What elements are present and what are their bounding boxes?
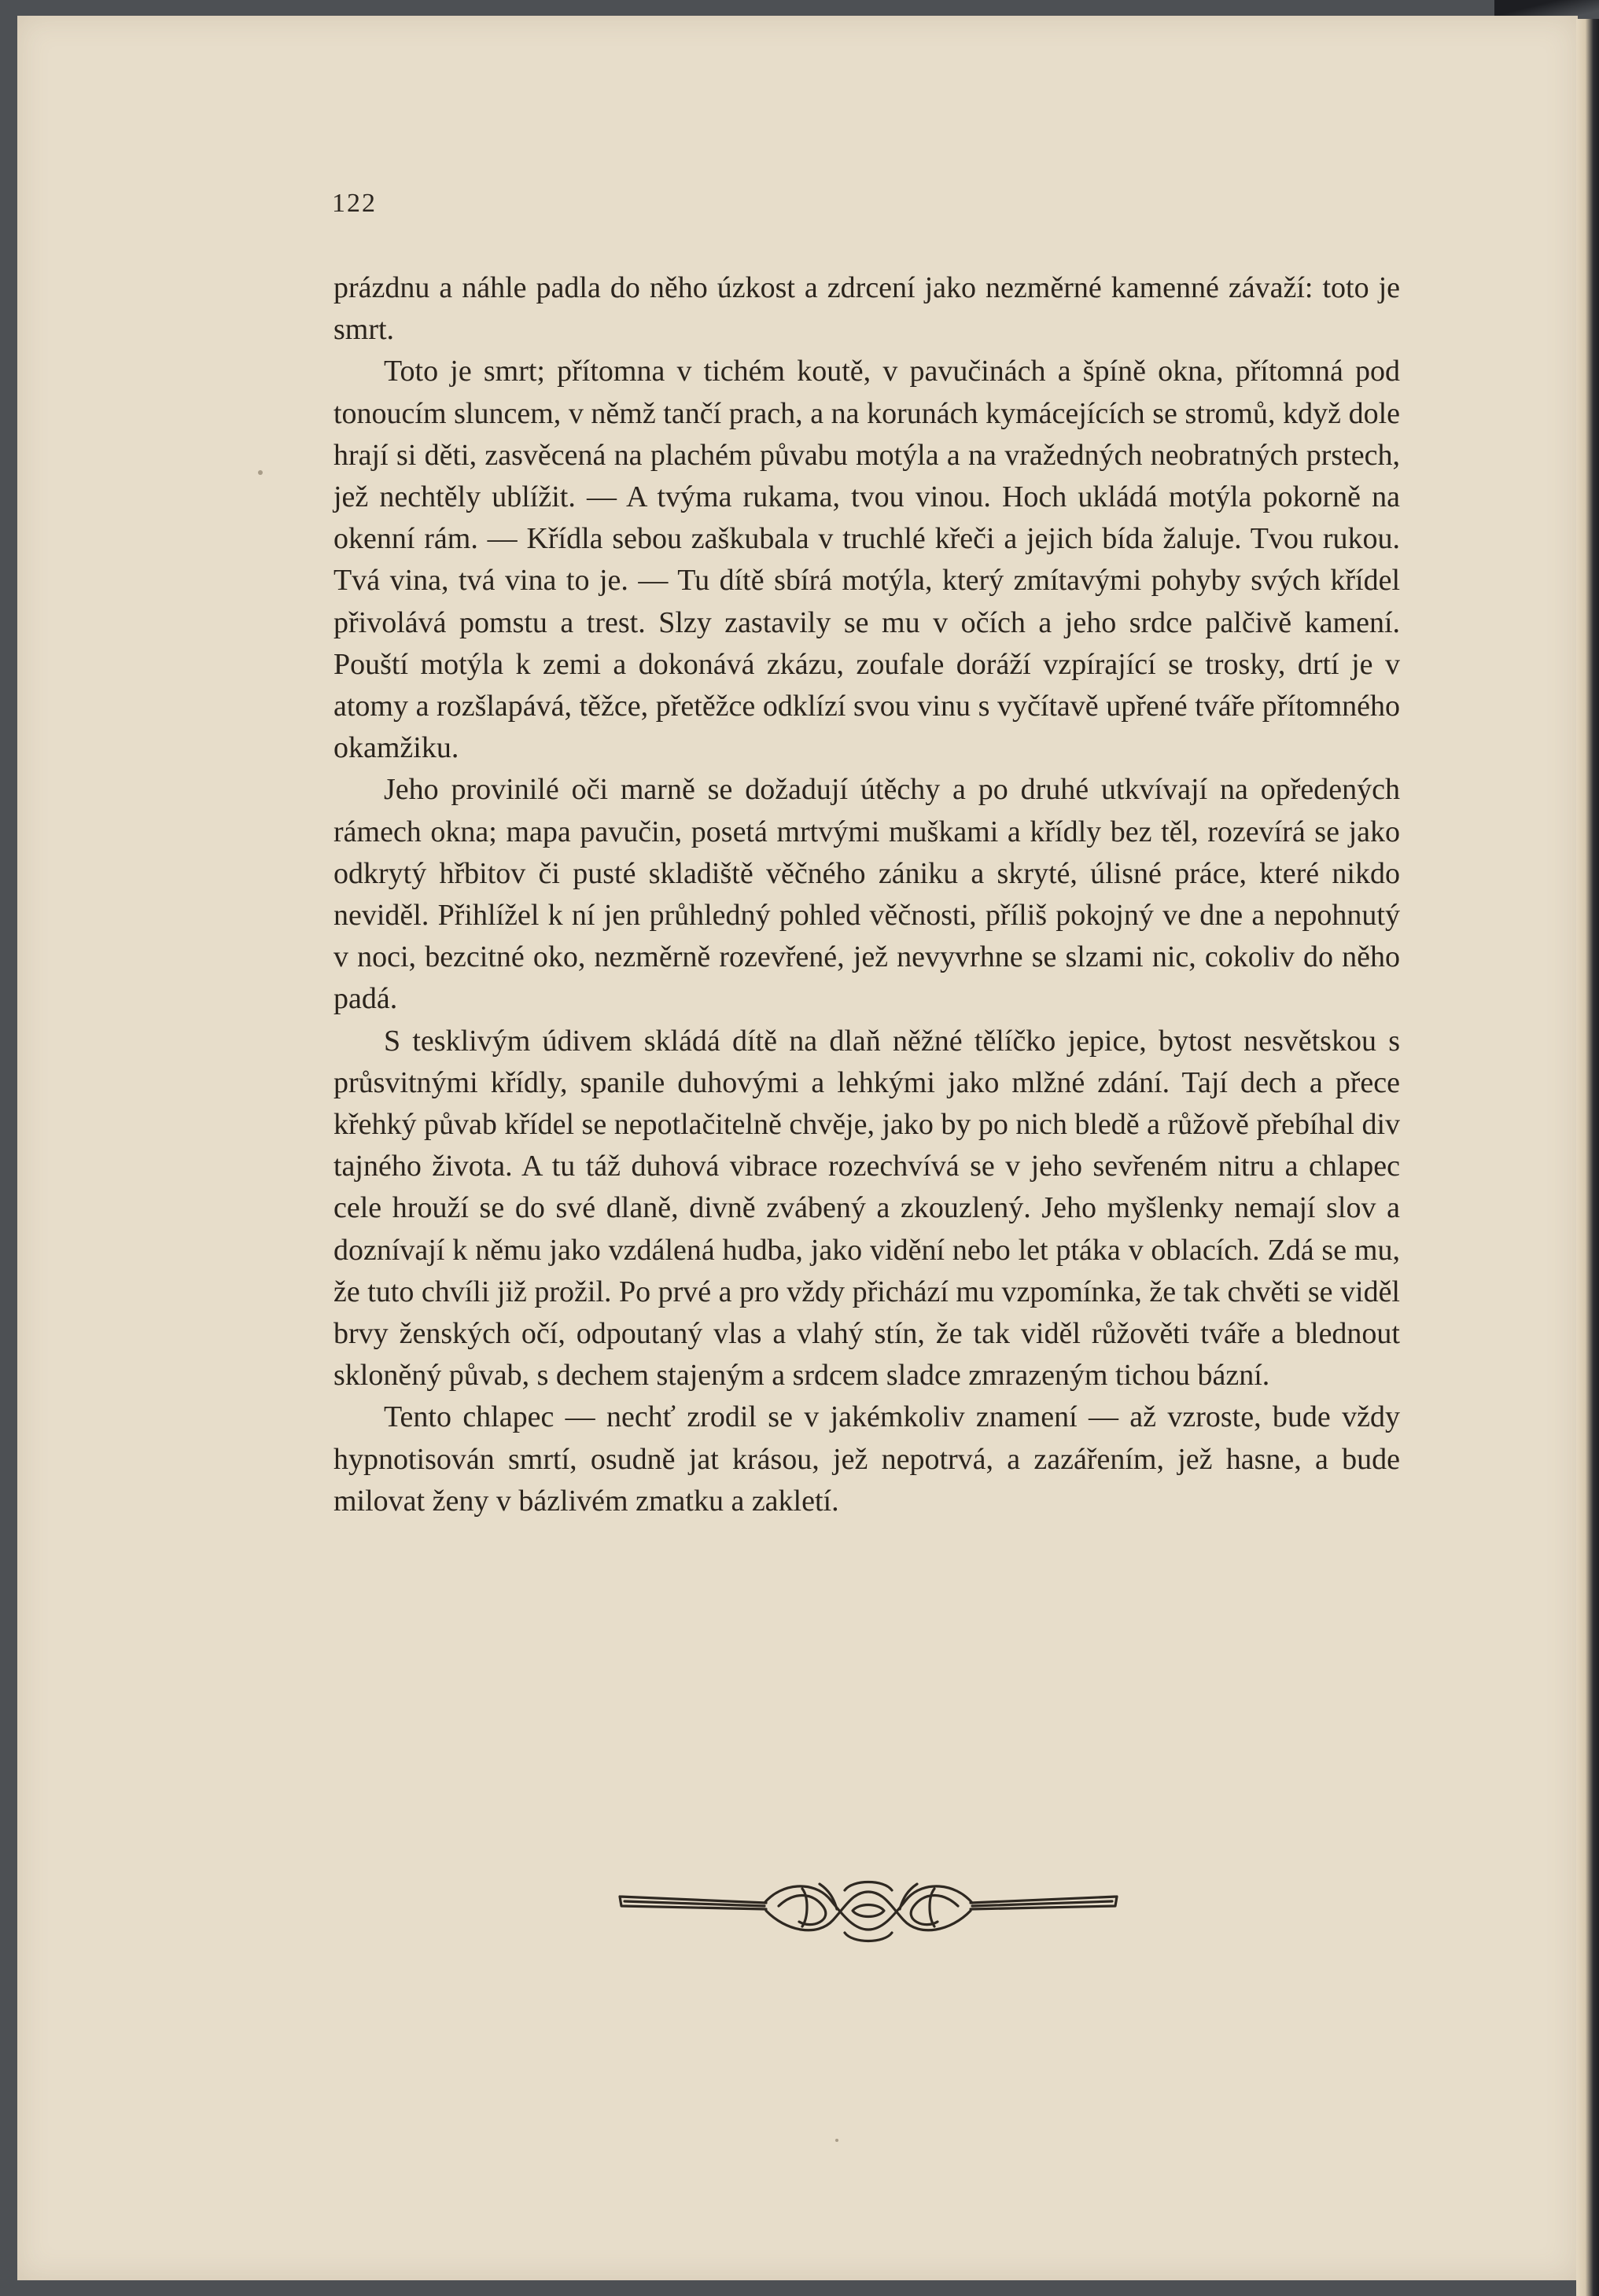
paper-speck [258,470,263,475]
page-binding-edge [1576,19,1599,2296]
body-text [333,267,1400,1522]
paragraph-4: S tesklivým údivem skládá dítě na dlaň něžné tělíčko jepice, bytost nesvětskou s průsvitnými křídly, spanile duhovými a lehkými jako mlžné zdání. Tají dech a přece křehký půvab křídel se nepotlačitelně chvěje, jako by po nich bledě a růžově přebíhal div tajného života. A tu táž duhová vibrace rozechvívá se v jeho sevřeném nitru a chlapec cele hrouží se do své dlaně, divně zvábený a zkouzlený. Jeho myšlenky nemají slov a doznívají k němu jako vzdálená hudba, jako vidění nebo let ptáka v oblacích. Zdá se mu, že tuto chvíli již prožil. Po prvé a pro vždy přichází mu vzpomínka, že tak chvěti se viděl brvy ženských očí, odpoutaný vlas a vlahý stín, že tak viděl růžověti tváře a blednout skloněný půvab, s dechem stajeným a srdcem sladce zmrazeným tichou bázní. [333,1024,1400,1393]
paragraph-3: Jeho provinilé oči marně se dožadují útěchy a po druhé utkvívají na opředených rámech okna; mapa pavučin, posetá mrtvými muškami a křídly bez těl, rozevírá se jako odkrytý hřbitov či pusté skladiště věčného zániku a skryté, úlisné práce, které nikdo neviděl. Přihlížel k ní jen průhledný pohled věčnosti, příliš pokojný ve dne a nepohnutý v noci, bezcitné oko, nezměrně rozevřené, jež nevyvrhne se slzami nic, cokoliv do něho padá. [333,773,1400,1016]
paper-speck [835,2139,838,2142]
paragraph-1: prázdnu a náhle padla do něho úzkost a zdrcení jako nezměrné kamenné závaží: toto je smrt. [333,271,1400,347]
paragraph-2: Toto je smrt; přítomna v tichém koutě, v pavučinách a špíně okna, přítomná pod tonoucím sluncem, v němž tančí prach, a na korunách kymácejících se stromů, když dole hrají si děti, zasvěcená na plachém půvabu motýla a na vražedných neobratných prstech, jež nechtěly ublížit. — A tvýma rukama, tvou vinou. Hoch ukládá motýla pokorně na okenní rám. — Křídla sebou zaškubala v truchlé křeči a jejich bída žaluje. Tvou rukou. Tvá vina, tvá vina to je. — Tu dítě sbírá motýla, který zmítavými pohyby svých křídel přivolává pomstu a trest. Slzy zastavily se mu v očích a jeho srdce palčivě kamení. Pouští motýla k zemi a dokonává zkázu, zoufale doráží vzpírající se trosky, drtí je v atomy a rozšlapává, těžce, přetěžce odklízí svou vinu s vyčítavě upřené tváře přítomného okamžiku. [333,355,1400,765]
page-number: 122 [332,189,377,218]
paragraph-5: Tento chlapec — nechť zrodil se v jakémkoliv znamení — až vzroste, bude vždy hypnotisován smrtí, osudně jat krásou, jež nepotrvá, a zazářením, jež hasne, a bude milovat ženy v bázlivém zmatku a zakletí. [333,1400,1400,1518]
art-nouveau-vignette-icon [617,1875,1120,1947]
